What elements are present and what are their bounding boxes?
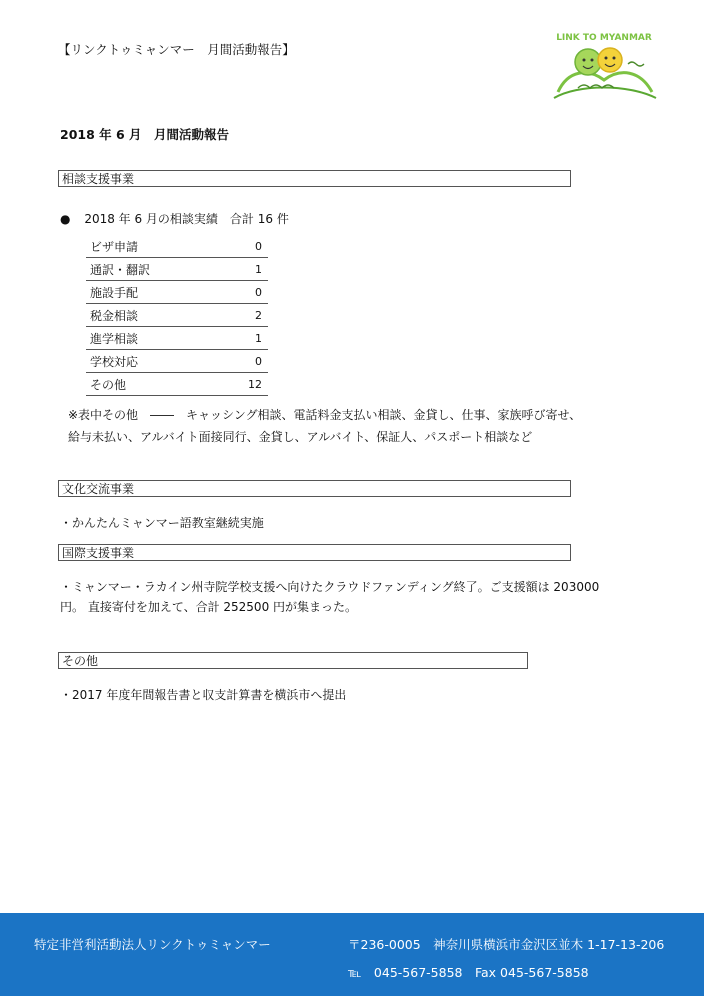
other-item: ・2017 年度年間報告書と収支計算書を横浜市へ提出 [60,688,347,702]
footer-org-name: 特定非営利活動法人リンクトゥミャンマー [34,937,271,952]
consultation-table [86,235,268,396]
row-label: 進学相談 [86,327,221,350]
report-title: 2018 年 6 月 月間活動報告 [60,127,230,142]
row-label: 通訳・翻訳 [86,258,221,281]
row-value: 2 [221,304,268,327]
row-value: 0 [221,350,268,373]
row-value: 0 [221,235,268,258]
table-row [86,281,268,304]
header-title: 【リンクトゥミャンマー 月間活動報告】 [58,42,295,57]
organization-logo [548,20,660,102]
table-row [86,350,268,373]
footer-phone-fax: ℡ 045-567-5858 Fax 045-567-5858 [348,965,589,980]
international-line-2: 円。 直接寄付を加えて、合計 252500 円が集まった。 [60,600,358,614]
row-value: 1 [221,258,268,281]
row-label: 税金相談 [86,304,221,327]
table-row [86,327,268,350]
section-heading-international: 国際支援事業 [58,544,571,561]
table-row [86,258,268,281]
consultation-summary [60,210,289,227]
culture-item: ・かんたんミャンマー語教室継続実施 [60,516,264,530]
row-label: ビザ申請 [86,235,221,258]
footer-address: 〒236-0005 神奈川県横浜市金沢区並木 1-17-13-206 [348,937,665,952]
table-row [86,304,268,327]
row-label: 施設手配 [86,281,221,304]
logo-text: LINK TO MYANMAR [556,33,652,43]
consultation-summary-text: 2018 年 6 月の相談実績 合計 16 件 [84,212,289,226]
section-heading-culture: 文化交流事業 [58,480,571,497]
row-value: 0 [221,281,268,304]
footer [0,913,704,996]
row-label: 学校対応 [86,350,221,373]
section-heading-other: その他 [58,652,528,669]
international-line-1: ・ミャンマー・ラカイン州寺院学校支援へ向けたクラウドファンディング終了。ご支援額は 203000 [60,580,600,594]
table-row [86,373,268,396]
section-heading-consultation: 相談支援事業 [58,170,571,187]
row-value: 1 [221,327,268,350]
bullet-icon: ● [60,212,71,226]
row-value: 12 [221,373,268,396]
note-line-2: 給与未払い、アルバイト面接同行、金貸し、アルバイト、保証人、パスポート相談など [68,430,533,444]
note-line-1: ※表中その他 ―― キャッシング相談、電話料金支払い相談、金貸し、仕事、家族呼び寄せ、 [68,408,582,422]
row-label: その他 [86,373,221,396]
table-row [86,235,268,258]
